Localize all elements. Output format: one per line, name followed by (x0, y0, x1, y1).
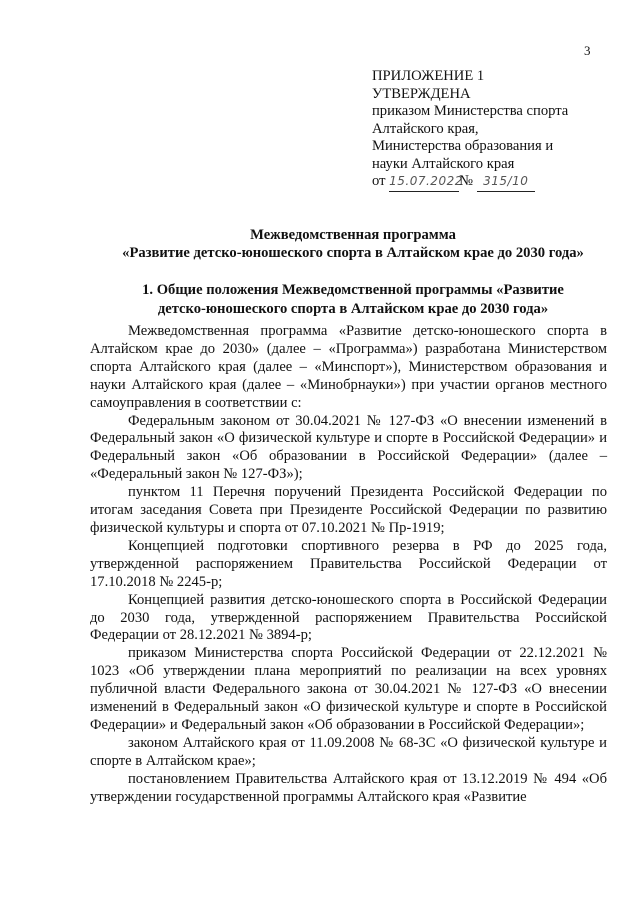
paragraph-regional-law: законом Алтайского края от 11.09.2008 № 68-ЗС «О физической культуре и спорте в Алтайском крае»; (90, 734, 607, 769)
number-label: № (459, 173, 474, 189)
handwritten-date: 15.07.2022 (389, 173, 459, 192)
approval-line-4: науки Алтайского края (372, 155, 515, 172)
paragraph-intro: Межведомственная программа «Развитие детско-юношеского спорта в Алтайском крае до 2030» (далее – «Программа») разработана Министерством спорта Алтайского края (далее – «Минспорт»), Министерством образования и науки Алтайского края (далее – «Минобрнауки») при участии органов местного самоуправления в соответствии с: (90, 323, 607, 411)
approval-line-1: приказом Министерства спорта (372, 103, 569, 119)
paragraph-president-orders: пунктом 11 Перечня поручений Президента Российской Федерации по итогам заседания Совета при Президенте Российской Федерации по развитию физической культуры и спорта от 07.10.2021 № Пр-1919; (90, 484, 607, 536)
approval-line-2: Алтайского края, (372, 120, 479, 137)
title-line-1: Межведомственная программа (250, 227, 456, 243)
paragraph-ministry-order: приказом Министерства спорта Российской Федерации от 22.12.2021 № 1023 «Об утверждении плана мероприятий по реализации на всех уровнях публичной власти Федерального закона от 30.04.2021 № 127-ФЗ «О внесении изменений в Федеральный закон «О физической культуре и спорте в Российской Федерации» и Федеральный закон «Об образовании в Российской Федерации»; (90, 645, 607, 733)
paragraph-reserve-concept: Концепцией подготовки спортивного резерва в РФ до 2025 года, утвержденной распоряжением Правительства Российской Федерации от 17.10.2018 № 2245-р; (90, 537, 607, 590)
page-number: 3 (584, 43, 591, 58)
section-line-2: детско-юношеского спорта в Алтайском крае до 2030 года» (157, 300, 549, 317)
section-heading (90, 281, 616, 318)
appendix-block (372, 68, 612, 192)
body-text (90, 323, 607, 806)
from-label: от (372, 173, 386, 189)
paragraph-youth-sport-concept: Концепцией развития детско-юношеского спорта в Российской Федерации до 2030 года, утвержденной распоряжением Правительства Российской Федерации от 28.12.2021 № 3894-р; (90, 591, 607, 644)
paragraph-government-resolution: постановлением Правительства Алтайского края от 13.12.2019 № 494 «Об утверждении государственной программы Алтайского края «Развитие (90, 770, 607, 805)
appendix-heading: ПРИЛОЖЕНИЕ 1 (372, 68, 485, 84)
title-line-2: «Развитие детско-юношеского спорта в Алтайском крае до 2030 года» (122, 245, 584, 261)
approval-date-line (372, 173, 612, 192)
approval-line-3: Министерства образования и (372, 138, 554, 154)
handwritten-number: 315/10 (477, 173, 535, 192)
paragraph-federal-law: Федеральным законом от 30.04.2021 № 127-ФЗ «О внесении изменений в Федеральный закон «О физической культуре и спорте в Российской Федерации» и Федеральный закон «Об образовании в Российской Федерации» (далее – «Федеральный закон № 127-ФЗ»); (90, 412, 607, 483)
section-line-1: 1. Общие положения Межведомственной программы «Развитие (142, 282, 564, 298)
approved-label: УТВЕРЖДЕНА (372, 85, 471, 102)
document-title (90, 226, 616, 262)
